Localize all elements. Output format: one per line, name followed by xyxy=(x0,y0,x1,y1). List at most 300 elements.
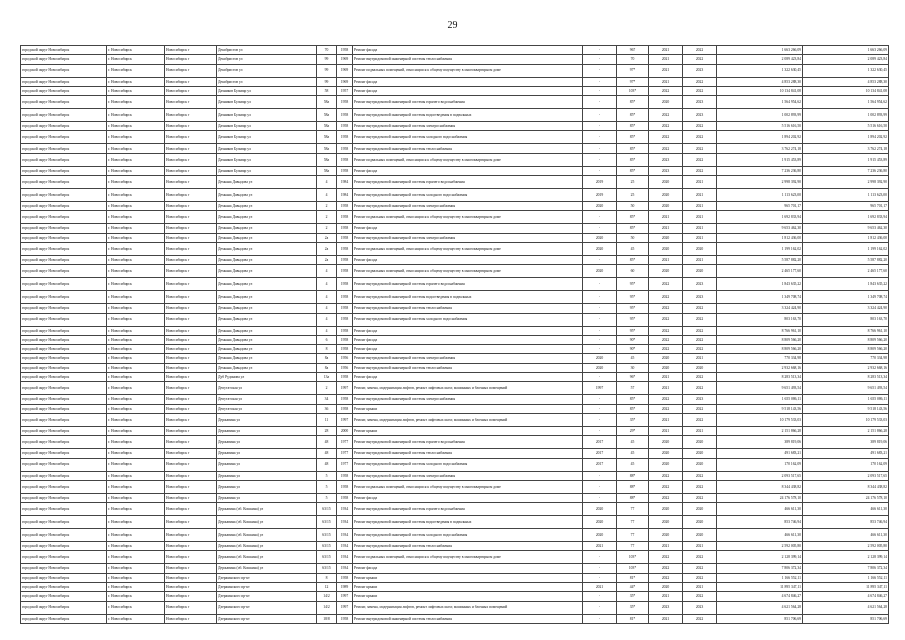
service-cell: Ремонт фасада xyxy=(353,46,583,55)
wear-cell: 85* xyxy=(617,109,649,122)
service-cell: Ремонт, замена, модернизация лифтов, ремонт лифтовых шахт, машинных и блочных помещений xyxy=(353,413,583,426)
service-cell: Ремонт крыши xyxy=(353,426,583,435)
year-built-cell: 1958 xyxy=(337,122,353,131)
street-cell: Демьяна Давыдова ул xyxy=(217,291,317,304)
house-cell: 4 xyxy=(317,278,337,291)
plan-end-cell: 2021 xyxy=(683,583,717,592)
prev-repair-year-cell: - xyxy=(583,109,617,122)
cost-cell: 11 895 347,11 xyxy=(717,583,803,592)
plan-start-cell: 2020 xyxy=(649,458,683,471)
plan-start-cell: 2022 xyxy=(649,313,683,326)
year-built-cell: 1958 xyxy=(337,614,353,623)
plan-start-cell: 2021 xyxy=(649,373,683,382)
wear-cell: 967 xyxy=(617,46,649,55)
plan-start-cell: 2022 xyxy=(649,326,683,335)
total-cost-cell: 2 128 399,14 xyxy=(803,551,889,564)
house-cell: 48 xyxy=(317,436,337,449)
total-cost-cell: 1 564 954,62 xyxy=(803,96,889,109)
cost-cell: 3 324 424,90 xyxy=(717,304,803,313)
plan-start-cell: 2021 xyxy=(649,426,683,435)
plan-start-cell: 2022 xyxy=(649,345,683,354)
year-built-cell: 1934 xyxy=(337,529,353,542)
house-cell: 48 xyxy=(317,449,337,458)
year-built-cell: 1997 xyxy=(337,382,353,395)
prev-repair-year-cell: - xyxy=(583,278,617,291)
total-cost-cell: 466 611,30 xyxy=(803,503,889,516)
plan-end-cell: 2020 xyxy=(683,449,717,458)
cost-cell: 24 176 578,10 xyxy=(717,493,803,502)
prev-repair-year-cell: - xyxy=(583,166,617,175)
city-cell: г. Новосибирск xyxy=(107,326,165,335)
prev-repair-year-cell: - xyxy=(583,335,617,344)
plan-start-cell: 2020 xyxy=(649,242,683,255)
locality-cell: Новосибирск г xyxy=(165,176,217,189)
prev-repair-year-cell: - xyxy=(583,211,617,224)
city-cell: г. Новосибирск xyxy=(107,291,165,304)
wear-cell: 45 xyxy=(617,436,649,449)
year-built-cell: 1958 xyxy=(337,233,353,242)
table-row xyxy=(21,516,889,529)
year-built-cell: 1957 xyxy=(337,86,353,95)
service-cell: Ремонт подвальных помещений, относящихся к общему имуществу в многоквартирном доме xyxy=(353,480,583,493)
house-cell: 18/8 xyxy=(317,614,337,623)
plan-end-cell: 2022 xyxy=(683,166,717,175)
prev-repair-year-cell: 2017 xyxy=(583,458,617,471)
prev-repair-year-cell: 2020 xyxy=(583,233,617,242)
plan-end-cell: 2021 xyxy=(683,176,717,189)
year-built-cell: 1958 xyxy=(337,395,353,404)
municipality-cell: городской округ Новосибирск xyxy=(21,413,107,426)
plan-start-cell: 2022 xyxy=(649,304,683,313)
table-row xyxy=(21,529,889,542)
service-cell: Ремонт внутридомовой инженерной системы теплоснабжения xyxy=(353,449,583,458)
locality-cell: Новосибирск г xyxy=(165,202,217,211)
plan-start-cell: 2020 xyxy=(649,96,683,109)
table-row xyxy=(21,144,889,153)
cost-cell: 1 113 623,00 xyxy=(717,189,803,202)
total-cost-cell: 8 809 566,20 xyxy=(803,345,889,354)
plan-start-cell: 2021 xyxy=(649,77,683,86)
municipality-cell: городской округ Новосибирск xyxy=(21,64,107,77)
street-cell: Державина (об. Кошкина) ул xyxy=(217,542,317,551)
prev-repair-year-cell: - xyxy=(583,345,617,354)
locality-cell: Новосибирск г xyxy=(165,242,217,255)
locality-cell: Новосибирск г xyxy=(165,122,217,131)
street-cell: Демьяна Давыдова ул xyxy=(217,255,317,264)
house-cell: 2 xyxy=(317,211,337,224)
cost-cell: 1 199 162,02 xyxy=(717,242,803,255)
total-cost-cell: 1 655 086,11 xyxy=(803,395,889,404)
municipality-cell: городской округ Новосибирск xyxy=(21,313,107,326)
locality-cell: Новосибирск г xyxy=(165,426,217,435)
cost-cell: 1 812 436,00 xyxy=(717,233,803,242)
city-cell: г. Новосибирск xyxy=(107,224,165,233)
cost-cell: 389 819,06 xyxy=(717,436,803,449)
service-cell: Ремонт внутридомовой инженерной системы горячего водоснабжения xyxy=(353,503,583,516)
plan-end-cell: 2022 xyxy=(683,46,717,55)
municipality-cell: городской округ Новосибирск xyxy=(21,564,107,573)
municipality-cell: городской округ Новосибирск xyxy=(21,131,107,144)
table-row xyxy=(21,77,889,86)
plan-end-cell: 2022 xyxy=(683,345,717,354)
wear-cell: 60 xyxy=(617,265,649,278)
service-cell: Ремонт фасада xyxy=(353,166,583,175)
plan-end-cell: 2021 xyxy=(683,211,717,224)
cost-cell: 8 344 438,82 xyxy=(717,480,803,493)
wear-cell: 85* xyxy=(617,144,649,153)
year-built-cell: 1934 xyxy=(337,542,353,551)
wear-cell: 50 xyxy=(617,202,649,211)
table-row xyxy=(21,265,889,278)
table-row xyxy=(21,255,889,264)
wear-cell: 85* xyxy=(617,404,649,413)
plan-start-cell: 2021 xyxy=(649,413,683,426)
plan-start-cell: 2022 xyxy=(649,278,683,291)
prev-repair-year-cell: - xyxy=(583,153,617,166)
plan-end-cell: 2022 xyxy=(683,326,717,335)
house-cell: 2а xyxy=(317,242,337,255)
plan-end-cell: 2020 xyxy=(683,516,717,529)
cost-cell: 2 089 423,84 xyxy=(717,55,803,64)
service-cell: Ремонт фасада xyxy=(353,86,583,95)
prev-repair-year-cell: - xyxy=(583,77,617,86)
prev-repair-year-cell: 2020 xyxy=(583,503,617,516)
year-built-cell: 1958 xyxy=(337,304,353,313)
wear-cell: 81* xyxy=(617,573,649,582)
plan-start-cell: 2022 xyxy=(649,131,683,144)
locality-cell: Новосибирск г xyxy=(165,233,217,242)
cost-cell: 10 134 841,08 xyxy=(717,86,803,95)
service-cell: Ремонт крыши xyxy=(353,592,583,601)
prev-repair-year-cell: - xyxy=(583,144,617,153)
street-cell: Дзержинского пр-кт xyxy=(217,583,317,592)
year-built-cell: 1997 xyxy=(337,601,353,614)
municipality-cell: городской округ Новосибирск xyxy=(21,354,107,363)
city-cell: г. Новосибирск xyxy=(107,480,165,493)
plan-start-cell: 2022 xyxy=(649,573,683,582)
plan-end-cell: 2023 xyxy=(683,278,717,291)
year-built-cell: 1958 xyxy=(337,131,353,144)
plan-end-cell: 2023 xyxy=(683,109,717,122)
locality-cell: Новосибирск г xyxy=(165,382,217,395)
total-cost-cell: 1 812 436,00 xyxy=(803,233,889,242)
cost-cell: 5 516 616,50 xyxy=(717,122,803,131)
street-cell: Дуб Рудинова ул xyxy=(217,373,317,382)
cost-cell: 10 179 533,03 xyxy=(717,413,803,426)
prev-repair-year-cell: 2020 xyxy=(583,354,617,363)
street-cell: Дачников Бульвар ул xyxy=(217,131,317,144)
plan-start-cell: 2022 xyxy=(649,471,683,480)
service-cell: Ремонт внутридомовой инженерной системы холодного водоснабжения xyxy=(353,131,583,144)
service-cell: Ремонт внутридомовой инженерной системы электроснабжения xyxy=(353,395,583,404)
total-cost-cell: 9 518 143,56 xyxy=(803,404,889,413)
street-cell: Демьяна Давыдова ул xyxy=(217,265,317,278)
table-row xyxy=(21,493,889,502)
city-cell: г. Новосибирск xyxy=(107,278,165,291)
service-cell: Ремонт внутридомовой инженерной системы электроснабжения xyxy=(353,122,583,131)
table-row xyxy=(21,242,889,255)
cost-cell: 803 163,70 xyxy=(717,313,803,326)
locality-cell: Новосибирск г xyxy=(165,404,217,413)
wear-cell: 85* xyxy=(617,96,649,109)
house-cell: 11 xyxy=(317,413,337,426)
house-cell: 5 xyxy=(317,480,337,493)
total-cost-cell: 8 283 513,34 xyxy=(803,373,889,382)
house-cell: 14/2 xyxy=(317,592,337,601)
table-row xyxy=(21,313,889,326)
table-row xyxy=(21,614,889,623)
plan-end-cell: 2022 xyxy=(683,122,717,131)
locality-cell: Новосибирск г xyxy=(165,516,217,529)
wear-cell: 103* xyxy=(617,564,649,573)
wear-cell: 25 xyxy=(617,189,649,202)
service-cell: Ремонт крыши xyxy=(353,404,583,413)
prev-repair-year-cell: - xyxy=(583,395,617,404)
plan-end-cell: 2022 xyxy=(683,614,717,623)
plan-end-cell: 2021 xyxy=(683,233,717,242)
wear-cell: 35* xyxy=(617,601,649,614)
locality-cell: Новосибирск г xyxy=(165,395,217,404)
locality-cell: Новосибирск г xyxy=(165,304,217,313)
cost-cell: 466 611,30 xyxy=(717,503,803,516)
prev-repair-year-cell: 2017 xyxy=(583,436,617,449)
plan-end-cell: 2022 xyxy=(683,404,717,413)
municipality-cell: городской округ Новосибирск xyxy=(21,96,107,109)
wear-cell: 77 xyxy=(617,529,649,542)
cost-cell: 7 806 372,34 xyxy=(717,564,803,573)
total-cost-cell: 3 762 274,18 xyxy=(803,144,889,153)
cost-cell: 1 663 266,09 xyxy=(717,46,803,55)
locality-cell: Новосибирск г xyxy=(165,449,217,458)
municipality-cell: городской округ Новосибирск xyxy=(21,471,107,480)
total-cost-cell: 2 465 177,60 xyxy=(803,265,889,278)
prev-repair-year-cell: - xyxy=(583,592,617,601)
municipality-cell: городской округ Новосибирск xyxy=(21,144,107,153)
service-cell: Ремонт внутридомовой инженерной системы электроснабжения xyxy=(353,354,583,363)
year-built-cell: 1958 xyxy=(337,96,353,109)
locality-cell: Новосибирск г xyxy=(165,46,217,55)
street-cell: Дзержинского пр-кт xyxy=(217,614,317,623)
locality-cell: Новосибирск г xyxy=(165,255,217,264)
plan-end-cell: 2020 xyxy=(683,529,717,542)
cost-cell: 1 166 552,11 xyxy=(717,573,803,582)
house-cell: 99 xyxy=(317,55,337,64)
locality-cell: Новосибирск г xyxy=(165,373,217,382)
wear-cell: 57 xyxy=(617,382,649,395)
city-cell: г. Новосибирск xyxy=(107,242,165,255)
table-row xyxy=(21,426,889,435)
city-cell: г. Новосибирск xyxy=(107,436,165,449)
table-row xyxy=(21,542,889,551)
house-cell: 8 xyxy=(317,573,337,582)
cost-cell: 1 322 630,45 xyxy=(717,64,803,77)
cost-cell: 1 564 954,62 xyxy=(717,96,803,109)
service-cell: Ремонт подвальных помещений, относящихся к общему имуществу в многоквартирном доме xyxy=(353,153,583,166)
cost-cell: 170 162,09 xyxy=(717,458,803,471)
city-cell: г. Новосибирск xyxy=(107,265,165,278)
house-cell: 63/15 xyxy=(317,529,337,542)
prev-repair-year-cell: - xyxy=(583,573,617,582)
city-cell: г. Новосибирск xyxy=(107,304,165,313)
cost-cell: 1 843 635,22 xyxy=(717,278,803,291)
house-cell: 99 xyxy=(317,64,337,77)
total-cost-cell: 8 344 438,82 xyxy=(803,480,889,493)
prev-repair-year-cell: 2019 xyxy=(583,176,617,189)
table-row xyxy=(21,189,889,202)
plan-end-cell: 2021 xyxy=(683,224,717,233)
total-cost-cell: 3 324 424,90 xyxy=(803,304,889,313)
total-cost-cell: 9 653 462,30 xyxy=(803,224,889,233)
city-cell: г. Новосибирск xyxy=(107,471,165,480)
municipality-cell: городской округ Новосибирск xyxy=(21,345,107,354)
house-cell: 2 xyxy=(317,202,337,211)
cost-cell: 8 809 566,20 xyxy=(717,335,803,344)
prev-repair-year-cell: - xyxy=(583,413,617,426)
locality-cell: Новосибирск г xyxy=(165,564,217,573)
municipality-cell: городской округ Новосибирск xyxy=(21,211,107,224)
year-built-cell: 1958 xyxy=(337,202,353,211)
service-cell: Ремонт, замена, модернизация лифтов, ремонт лифтовых шахт, машинных и блочных помещений xyxy=(353,382,583,395)
year-built-cell: 1958 xyxy=(337,278,353,291)
house-cell: 8а xyxy=(317,354,337,363)
prev-repair-year-cell: 2020 xyxy=(583,242,617,255)
locality-cell: Новосибирск г xyxy=(165,471,217,480)
house-cell: 13а xyxy=(317,373,337,382)
house-cell: 4 xyxy=(317,265,337,278)
locality-cell: Новосибирск г xyxy=(165,96,217,109)
house-cell: 63/15 xyxy=(317,503,337,516)
prev-repair-year-cell: - xyxy=(583,64,617,77)
municipality-cell: городской округ Новосибирск xyxy=(21,382,107,395)
year-built-cell: 1934 xyxy=(337,551,353,564)
wear-cell: 97* xyxy=(617,77,649,86)
cost-cell: 2 093 517,65 xyxy=(717,471,803,480)
plan-end-cell: 2021 xyxy=(683,202,717,211)
total-cost-cell: 2 592 005,80 xyxy=(803,542,889,551)
cost-cell: 7 236 236,80 xyxy=(717,166,803,175)
prev-repair-year-cell: - xyxy=(583,551,617,564)
total-cost-cell: 1 692 833,94 xyxy=(803,211,889,224)
plan-start-cell: 2022 xyxy=(649,86,683,95)
cost-cell: 8 809 566,20 xyxy=(717,345,803,354)
cost-cell: 1 692 833,94 xyxy=(717,211,803,224)
house-cell: 63/15 xyxy=(317,564,337,573)
table-row xyxy=(21,64,889,77)
locality-cell: Новосибирск г xyxy=(165,354,217,363)
municipality-cell: городской округ Новосибирск xyxy=(21,529,107,542)
wear-cell: 85* xyxy=(617,166,649,175)
plan-start-cell: 2022 xyxy=(649,109,683,122)
municipality-cell: городской округ Новосибирск xyxy=(21,395,107,404)
plan-start-cell: 2022 xyxy=(649,493,683,502)
table-row xyxy=(21,291,889,304)
house-cell: 4 xyxy=(317,176,337,189)
street-cell: Державина (об. Кошкина) ул xyxy=(217,503,317,516)
plan-start-cell: 2023 xyxy=(649,166,683,175)
cost-cell: 2 465 177,60 xyxy=(717,265,803,278)
house-cell: 63/15 xyxy=(317,551,337,564)
total-cost-cell: 9 651 493,54 xyxy=(803,382,889,395)
house-cell: 58а xyxy=(317,153,337,166)
house-cell: 58а xyxy=(317,144,337,153)
service-cell: Ремонт внутридомовой инженерной системы теплоснабжения xyxy=(353,304,583,313)
plan-start-cell: 2020 xyxy=(649,529,683,542)
house-cell: 6 xyxy=(317,335,337,344)
prev-repair-year-cell: - xyxy=(583,326,617,335)
plan-start-cell: 2020 xyxy=(649,436,683,449)
prev-repair-year-cell: 2021 xyxy=(583,542,617,551)
wear-cell: 45 xyxy=(617,449,649,458)
year-built-cell: 1958 xyxy=(337,471,353,480)
city-cell: г. Новосибирск xyxy=(107,404,165,413)
municipality-cell: городской округ Новосибирск xyxy=(21,592,107,601)
service-cell: Ремонт внутридомовой инженерной системы электроснабжения xyxy=(353,202,583,211)
prev-repair-year-cell: - xyxy=(583,404,617,413)
city-cell: г. Новосибирск xyxy=(107,354,165,363)
locality-cell: Новосибирск г xyxy=(165,291,217,304)
plan-end-cell: 2022 xyxy=(683,493,717,502)
service-cell: Ремонт внутридомовой инженерной системы холодного водоснабжения xyxy=(353,313,583,326)
city-cell: г. Новосибирск xyxy=(107,458,165,471)
cost-cell: 2 151 866,28 xyxy=(717,426,803,435)
plan-end-cell: 2021 xyxy=(683,542,717,551)
table-row xyxy=(21,436,889,449)
total-cost-cell: 24 176 578,10 xyxy=(803,493,889,502)
plan-start-cell: 2021 xyxy=(649,592,683,601)
city-cell: г. Новосибирск xyxy=(107,109,165,122)
municipality-cell: городской округ Новосибирск xyxy=(21,614,107,623)
street-cell: Державина (об. Кошкина) ул xyxy=(217,529,317,542)
total-cost-cell: 5 516 616,50 xyxy=(803,122,889,131)
street-cell: Демьяна Давыдова ул xyxy=(217,345,317,354)
house-cell: 58а xyxy=(317,122,337,131)
prev-repair-year-cell: - xyxy=(583,96,617,109)
street-cell: Декабристов ул xyxy=(217,46,317,55)
prev-repair-year-cell: 1997 xyxy=(583,382,617,395)
table-row xyxy=(21,46,889,55)
street-cell: Дачников Бульвар ул xyxy=(217,122,317,131)
city-cell: г. Новосибирск xyxy=(107,77,165,86)
locality-cell: Новосибирск г xyxy=(165,503,217,516)
street-cell: Демьяна Давыдова ул xyxy=(217,242,317,255)
municipality-cell: городской округ Новосибирск xyxy=(21,542,107,551)
prev-repair-year-cell: - xyxy=(583,304,617,313)
plan-end-cell: 2020 xyxy=(683,458,717,471)
wear-cell: 103* xyxy=(617,86,649,95)
cost-cell: 2 998 392,90 xyxy=(717,176,803,189)
plan-start-cell: 2020 xyxy=(649,233,683,242)
city-cell: г. Новосибирск xyxy=(107,363,165,372)
table-row xyxy=(21,564,889,573)
wear-cell: 88* xyxy=(617,493,649,502)
plan-end-cell: 2020 xyxy=(683,436,717,449)
plan-end-cell: 2022 xyxy=(683,144,717,153)
locality-cell: Новосибирск г xyxy=(165,601,217,614)
year-built-cell: 1958 xyxy=(337,242,353,255)
street-cell: Державина ул xyxy=(217,458,317,471)
plan-end-cell: 2022 xyxy=(683,131,717,144)
service-cell: Ремонт крыши xyxy=(353,573,583,582)
city-cell: г. Новосибирск xyxy=(107,583,165,592)
street-cell: Депутатская ул xyxy=(217,404,317,413)
total-cost-cell: 803 163,70 xyxy=(803,313,889,326)
table-row xyxy=(21,131,889,144)
service-cell: Ремонт внутридомовой инженерной системы водоотведения в подвальных xyxy=(353,291,583,304)
municipality-cell: городской округ Новосибирск xyxy=(21,304,107,313)
year-built-cell: 1958 xyxy=(337,326,353,335)
wear-cell: 96* xyxy=(617,373,649,382)
municipality-cell: городской округ Новосибирск xyxy=(21,291,107,304)
